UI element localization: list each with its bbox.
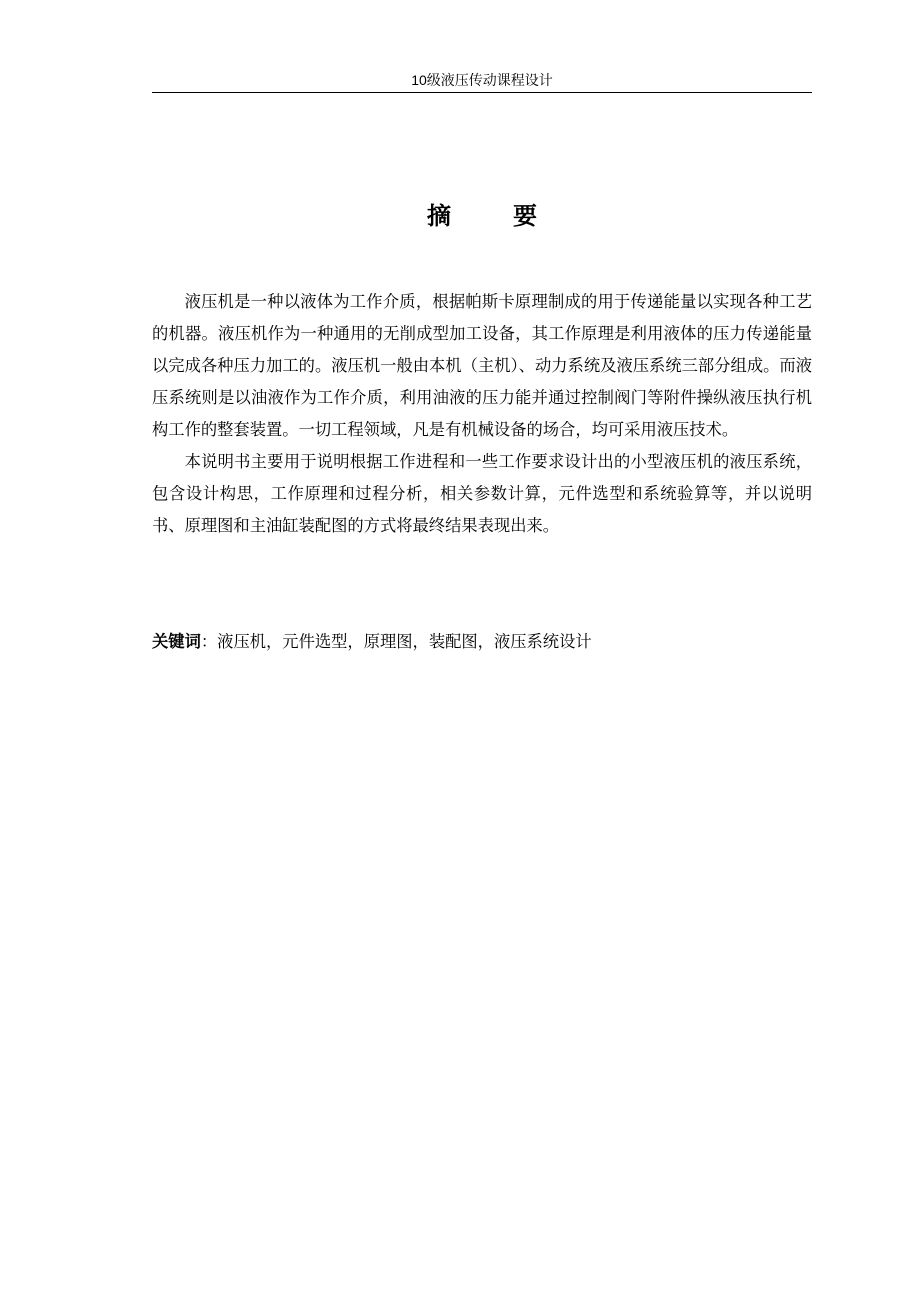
header-rule [152,92,812,93]
keywords-value: 液压机，元件选型，原理图，装配图，液压系统设计 [217,632,592,651]
abstract-title-char-1: 摘 [427,202,451,230]
abstract-title [152,196,812,236]
keywords-line [152,626,812,658]
keywords-separator: ： [200,632,218,651]
abstract-paragraph-2: 本说明书主要用于说明根据工作进程和一些工作要求设计出的小型液压机的液压系统，包含设计构思，工作原理和过程分析，相关参数计算，元件选型和系统验算等，并以说明书、原理图和主油缸装配图的方式将最终结果表现出来。 [152,452,812,535]
abstract-title-char-2: 要 [513,202,537,230]
keywords-label: 关键词 [152,632,201,651]
running-header: 10级液压传动课程设计 [411,72,553,88]
abstract-paragraph-1: 液压机是一种以液体为工作介质，根据帕斯卡原理制成的用于传递能量以实现各种工艺的机器。液压机作为一种通用的无削成型加工设备，其工作原理是利用液体的压力传递能量以完成各种压力加工的。液压机一般由本机（主机）、动力系统及液压系统三部分组成。而液压系统则是以油液作为工作介质，利用油液的压力能并通过控制阀门等附件操纵液压执行机构工作的整套装置。一切工程领域，凡是有机械设备的场合，均可采用液压技术。 [152,292,812,439]
abstract-body [152,286,812,542]
